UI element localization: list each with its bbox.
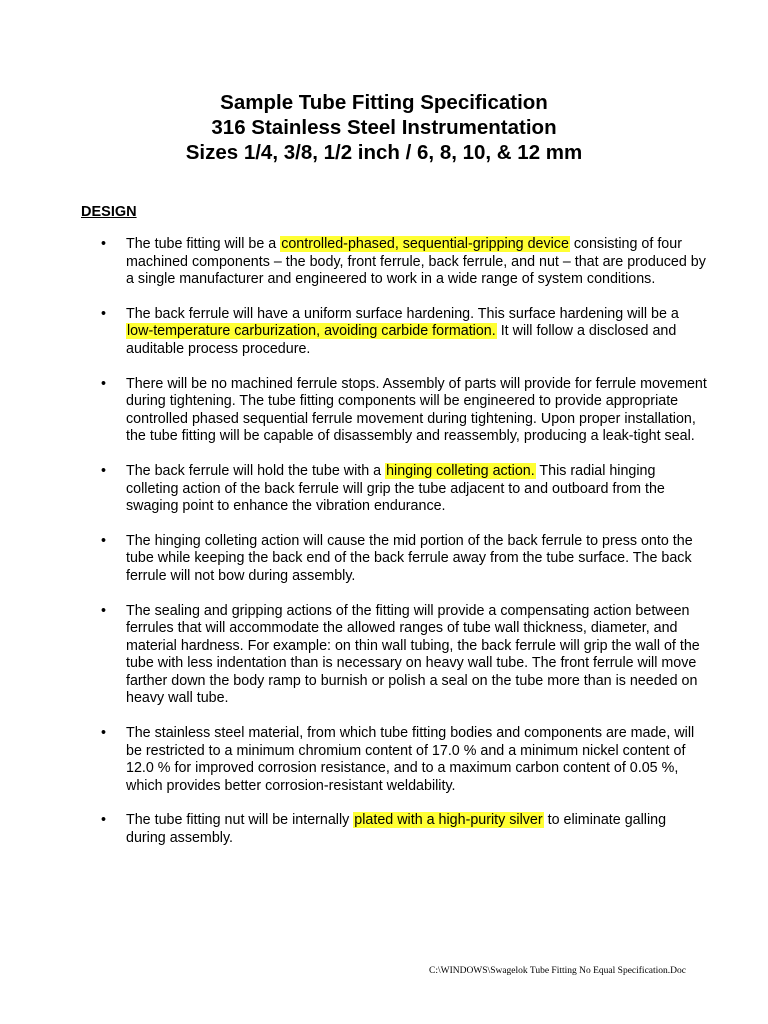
bullet-item xyxy=(0,533,768,586)
section-heading-design: DESIGN xyxy=(81,204,137,220)
bullet-text: to eliminate galling during assembly. xyxy=(126,812,667,847)
bullet-item xyxy=(0,306,768,359)
bullet-item xyxy=(0,603,768,709)
bullet-marker-icon: • xyxy=(101,812,107,829)
bullet-marker-icon: • xyxy=(101,462,107,479)
bullet-marker-icon: • xyxy=(101,532,107,549)
bullet-text: The tube fitting nut will be internally xyxy=(126,812,354,829)
bullet-text: It will follow a disclosed and auditable process procedure. xyxy=(126,323,677,357)
bullet-text: The stainless steel material, from which tube fitting bodies and components are made, will be restricted to a minimum chromium content of 17.0 % and a minimum nickel content of 12.0 % for improved corrosion resistance, and to a maximum carbon content of 0.05 %, which provides better corrosion-resistant weldability. xyxy=(126,725,695,794)
bullet-text: This radial hinging colleting action of the back ferrule will grip the tube adjacent to and outboard from the swaging point to enhance the vibration endurance. xyxy=(126,462,665,515)
bullet-text: consisting of four machined components – the body, front ferrule, back ferrule, and nut – that are produced by a single manufacturer and engineered to work in a wide range of system conditions. xyxy=(126,236,706,288)
bullet-text: The hinging colleting action will cause the mid portion of the back ferrule to press onto the tube while keeping the back end of the back ferrule away from the tube surface. The back ferrule will not bow during assembly. xyxy=(126,532,693,584)
document-title xyxy=(0,90,768,165)
bullet-item xyxy=(0,812,768,847)
title-line-2: 316 Stainless Steel Instrumentation xyxy=(211,116,557,139)
bullet-text: The back ferrule will have a uniform surface hardening. This surface hardening will be a xyxy=(126,305,679,322)
design-bullet-list xyxy=(0,236,768,865)
bullet-marker-icon: • xyxy=(101,236,107,252)
highlighted-text: plated with a high-purity silver xyxy=(354,812,543,829)
bullet-item xyxy=(0,236,768,289)
bullet-item xyxy=(0,725,768,795)
highlighted-text: controlled-phased, sequential-gripping device xyxy=(281,236,569,252)
highlighted-text: low-temperature carburization, avoiding carbide formation. xyxy=(127,323,496,340)
bullet-text: The back ferrule will hold the tube with a xyxy=(126,462,386,479)
bullet-marker-icon: • xyxy=(101,602,107,619)
bullet-marker-icon: • xyxy=(101,725,107,742)
bullet-marker-icon: • xyxy=(101,305,107,322)
bullet-marker-icon: • xyxy=(101,375,107,392)
footer-file-path: C:\WINDOWS\Swagelok Tube Fitting No Equal Specification.Doc xyxy=(428,966,686,976)
bullet-item xyxy=(0,463,768,516)
bullet-text: There will be no machined ferrule stops. Assembly of parts will provide for ferrule movement during tightening. The tube fitting components will be engineered to provide appropriate controlled phased sequential ferrule movement during tightening. Upon proper installation, the tube fitting will be capable of disassembly and reassembly, producing a leak-tight seal. xyxy=(126,375,707,445)
bullet-item xyxy=(0,376,768,446)
highlighted-text: hinging colleting action. xyxy=(386,462,535,479)
bullet-text: The tube fitting will be a xyxy=(126,236,281,252)
title-line-3: Sizes 1/4, 3/8, 1/2 inch / 6, 8, 10, & 12 mm xyxy=(185,141,583,164)
title-line-1: Sample Tube Fitting Specification xyxy=(220,91,548,114)
bullet-text: The sealing and gripping actions of the fitting will provide a compensating action between ferrules that will accommodate the allowed ranges of tube wall thickness, diameter, and material hardness. For example: on thin wall tubing, the back ferrule will grip the wall of the tube with less indentation than is necessary on heavy wall tube. The front ferrule will move farther down the body ramp to burnish or polish a seal on the tube more than is needed on heavy wall tube. xyxy=(126,602,700,707)
